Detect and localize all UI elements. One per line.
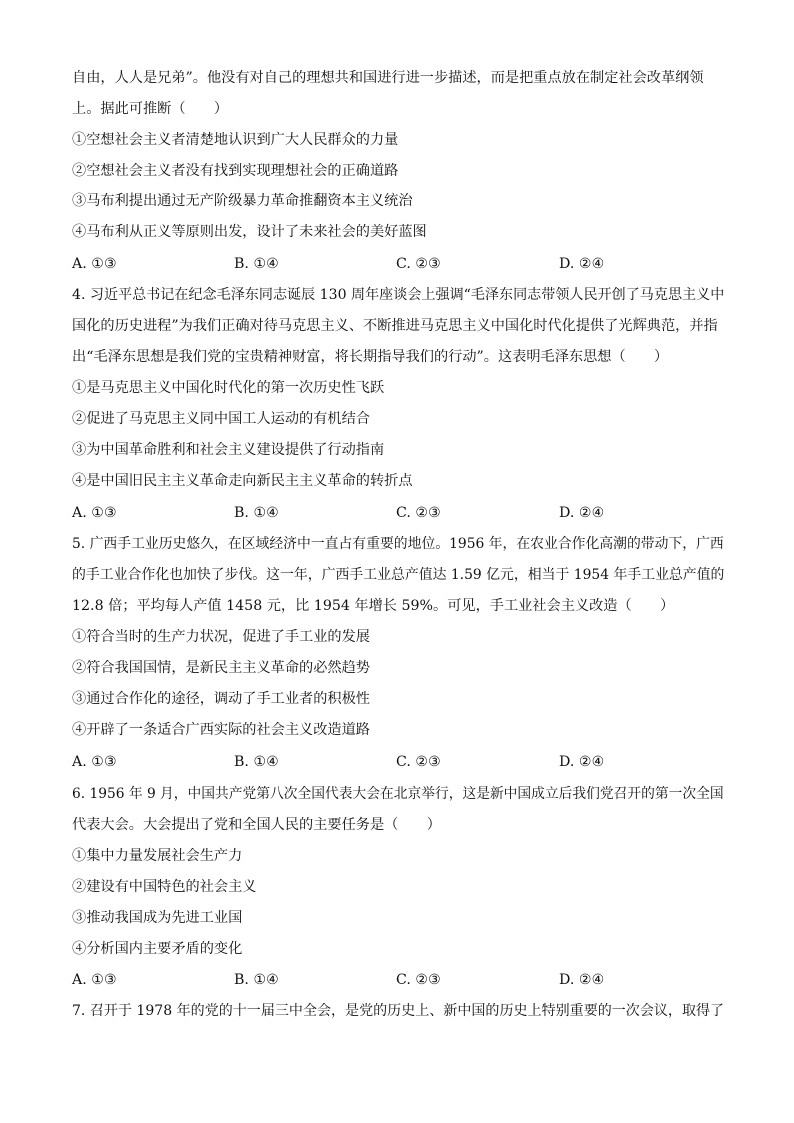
option-c[interactable]: C. ②③ — [396, 754, 441, 770]
option-d[interactable]: D. ②④ — [559, 256, 605, 272]
question-5-item-1: ①符合当时的生产力状况，促进了手工业的发展 — [72, 629, 370, 645]
question-4-stem-line-3: 出“毛泽东思想是我们党的宝贵精神财富，将长期指导我们的行动”。这表明毛泽东思想（ ） — [72, 349, 669, 365]
question-5-item-3: ③通过合作化的途径，调动了手工业者的积极性 — [72, 691, 370, 707]
question-6-item-4: ④分析国内主要矛盾的变化 — [72, 941, 243, 957]
question-6-item-1: ①集中力量发展社会生产力 — [72, 848, 243, 864]
option-a[interactable]: A. ①③ — [72, 256, 117, 272]
question-5-item-2: ②符合我国国情，是新民主主义革命的必然趋势 — [72, 660, 370, 676]
question-5-stem-line-3: 12.8 倍；平均每人产值 1458 元，比 1954 年增长 59%。可见，手工业社会主义改造（ ） — [72, 598, 675, 614]
question-5-options — [72, 752, 732, 772]
question-6-item-2: ②建设有中国特色的社会主义 — [72, 879, 257, 895]
option-d[interactable]: D. ②④ — [559, 754, 605, 770]
question-7-stem-line-1: 7. 召开于 1978 年的党的十一届三中全会，是党的历史上、新中国的历史上特别重要的一次会议，取得了 — [72, 1003, 725, 1019]
question-5-stem-line-1: 5. 广西手工业历史悠久，在区域经济中一直占有重要的地位。1956 年，在农业合作化高潮的带动下，广西 — [72, 536, 724, 552]
option-b[interactable]: B. ①④ — [234, 505, 279, 521]
question-3-item-1: ①空想社会主义者清楚地认识到广大人民群众的力量 — [72, 132, 399, 148]
question-4-item-1: ①是马克思主义中国化时代化的第一次历史性飞跃 — [72, 380, 385, 396]
question-4-item-3: ③为中国革命胜利和社会主义建设提供了行动指南 — [72, 442, 385, 458]
question-3-stem-line-1: 自由，人人是兄弟”。他没有对自己的理想共和国进行进一步描述，而是把重点放在制定社会改革纲领 — [72, 70, 704, 86]
option-a[interactable]: A. ①③ — [72, 505, 117, 521]
question-4-options — [72, 503, 732, 523]
option-c[interactable]: C. ②③ — [396, 256, 441, 272]
question-4-item-4: ④是中国旧民主主义革命走向新民主主义革命的转折点 — [72, 473, 413, 489]
question-5-item-4: ④开辟了一条适合广西实际的社会主义改造道路 — [72, 722, 370, 738]
option-d[interactable]: D. ②④ — [559, 505, 605, 521]
question-4-stem-line-2: 国化的历史进程”为我们正确对待马克思主义、不断推进马克思主义中国化时代化提供了光辉典范，并指 — [72, 318, 718, 334]
question-3-item-2: ②空想社会主义者没有找到实现理想社会的正确道路 — [72, 163, 399, 179]
option-c[interactable]: C. ②③ — [396, 505, 441, 521]
option-b[interactable]: B. ①④ — [234, 256, 279, 272]
question-5-stem-line-2: 的手工业合作化也加快了步伐。这一年，广西手工业总产值达 1.59 亿元，相当于 1954 年手工业总产值的 — [72, 567, 725, 583]
option-c[interactable]: C. ②③ — [396, 972, 441, 988]
question-4-item-2: ②促进了马克思主义同中国工人运动的有机结合 — [72, 411, 370, 427]
question-3-item-4: ④马布利从正义等原则出发，设计了未来社会的美好蓝图 — [72, 224, 427, 240]
question-6-stem-line-2: 代表大会。大会提出了党和全国人民的主要任务是（ ） — [72, 817, 441, 833]
option-a[interactable]: A. ①③ — [72, 754, 117, 770]
option-a[interactable]: A. ①③ — [72, 972, 117, 988]
question-6-options — [72, 970, 732, 990]
question-3-options — [72, 254, 732, 274]
question-3-stem-line-2: 上。据此可推断（ ） — [72, 101, 229, 117]
option-d[interactable]: D. ②④ — [559, 972, 605, 988]
option-b[interactable]: B. ①④ — [234, 754, 279, 770]
question-6-item-3: ③推动我国成为先进工业国 — [72, 910, 243, 926]
option-b[interactable]: B. ①④ — [234, 972, 279, 988]
question-3-item-3: ③马布利提出通过无产阶级暴力革命推翻资本主义统治 — [72, 193, 413, 209]
question-4-stem-line-1: 4. 习近平总书记在纪念毛泽东同志诞辰 130 周年座谈会上强调“毛泽东同志带领人民开创了马克思主义中 — [72, 287, 725, 303]
question-6-stem-line-1: 6. 1956 年 9 月，中国共产党第八次全国代表大会在北京举行，这是新中国成立后我们党召开的第一次全国 — [72, 786, 724, 802]
